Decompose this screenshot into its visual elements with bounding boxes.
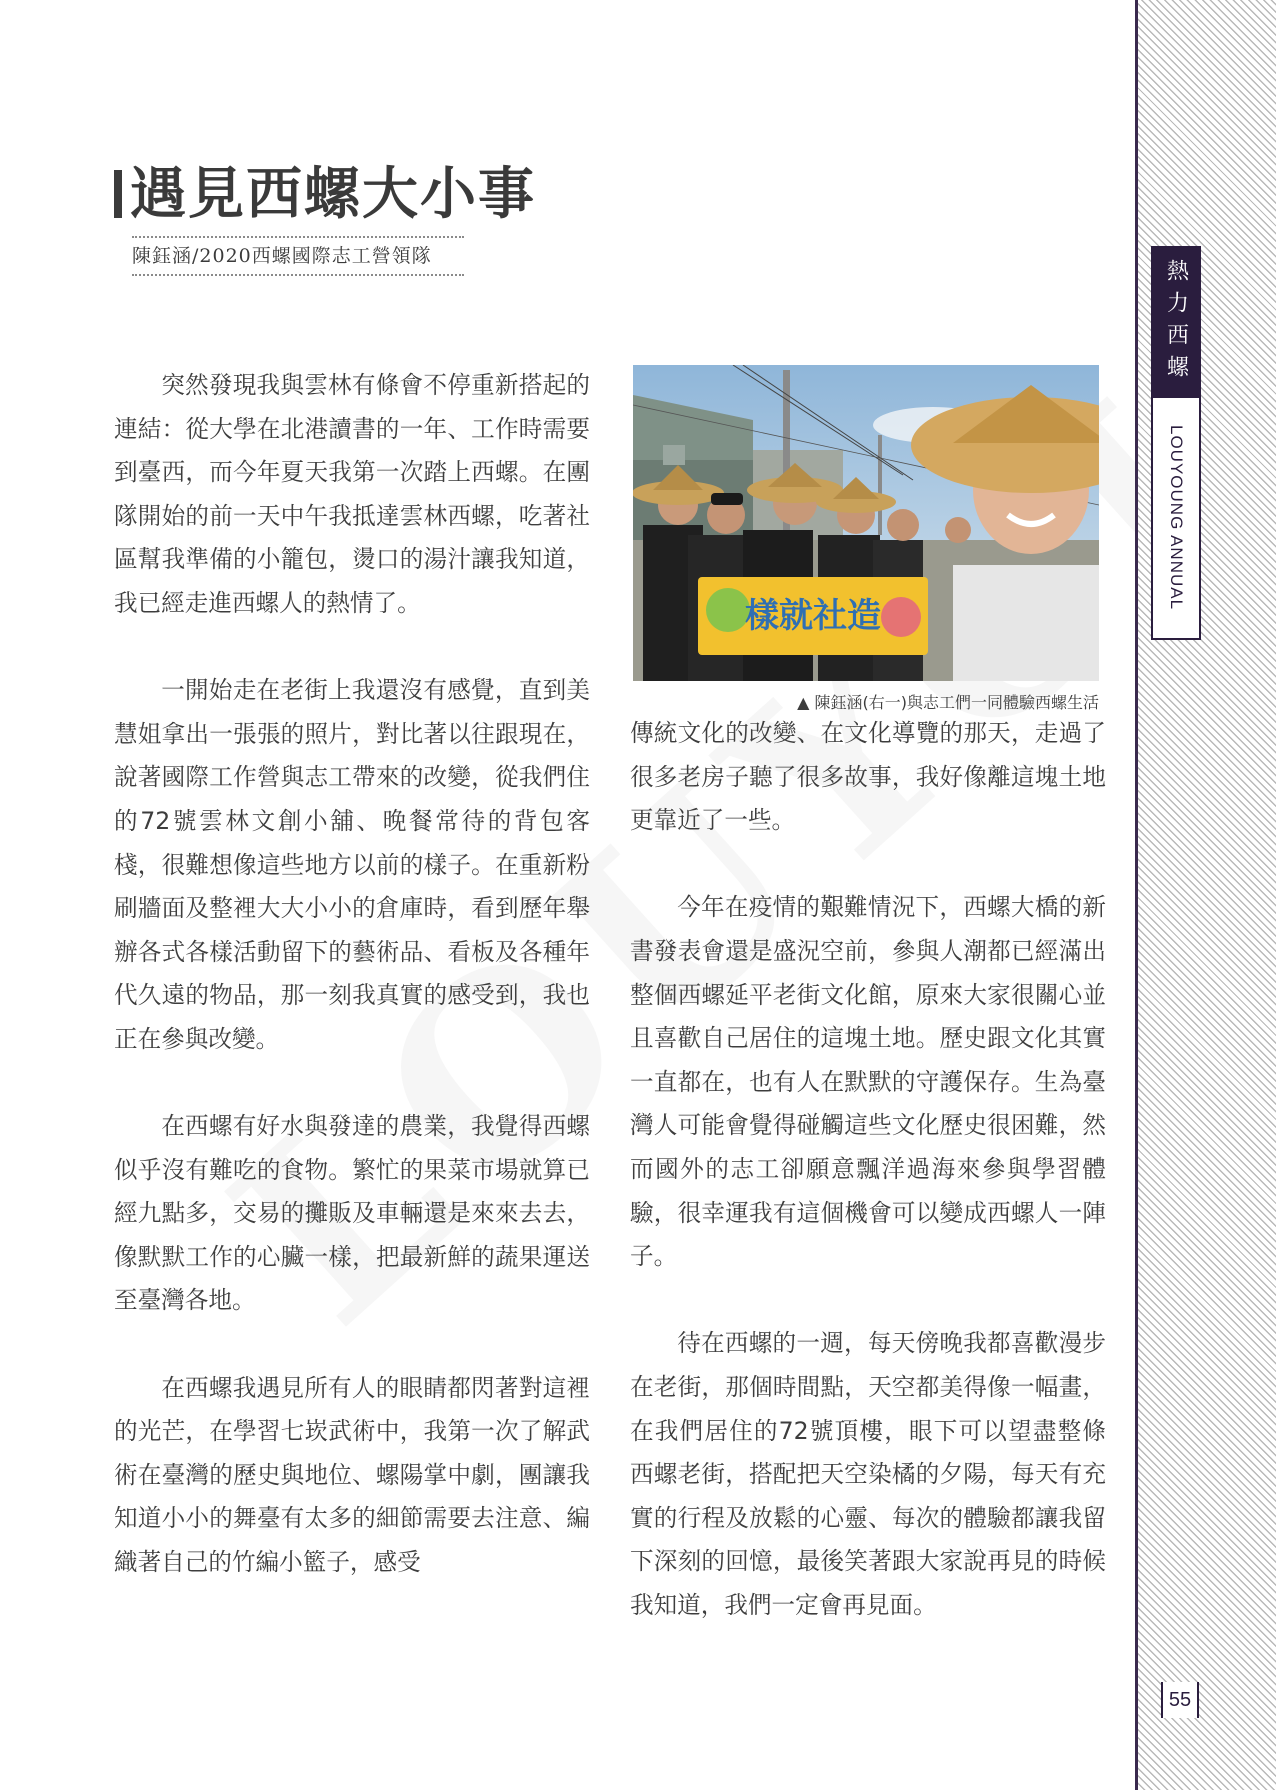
article-byline: 陳鈺涵/2020西螺國際志工營領隊 [132, 236, 464, 276]
side-section-label [1151, 246, 1201, 640]
paragraph: 突然發現我與雲林有條會不停重新搭起的連結：從大學在北港讀書的一年、工作時需要到臺西，而今年夏天我第一次踏上西螺。在團隊開始的前一天中午我抵達雲林西螺，吃著社區幫我準備的小籠包，燙口的湯汁讓我知道，我已經走進西螺人的熱情了。 [114, 371, 590, 617]
paragraph: 今年在疫情的艱難情況下，西螺大橋的新書發表會還是盛況空前，參與人潮都已經滿出整個西螺延平老街文化館，原來大家很關心並且喜歡自己居住的這塊土地。歷史跟文化其實一直都在，也有人在默默的守護保存。生為臺灣人可能會覺得碰觸這些文化歷史很困難，然而國外的志工卻願意飄洋過海來參與學習體驗，很幸運我有這個機會可以變成西螺人一陣子。 [630, 893, 1106, 1271]
paragraph: 在西螺我遇見所有人的眼睛都閃著對這裡的光芒，在學習七崁武術中，我第一次了解武術在臺灣的歷史與地位、螺陽掌中劇，團讓我知道小小的舞臺有太多的細節需要去注意、編織著自己的竹編小籃子，感受 [114, 1373, 590, 1577]
title-accent-bar [114, 170, 122, 218]
right-column [630, 712, 1106, 1671]
paragraph: 在西螺有好水與發達的農業，我覺得西螺似乎沒有難吃的食物。繁忙的果菜市場就算已經九點多，交易的攤販及車輛還是來來去去，像默默工作的心臟一樣，把最新鮮的蔬果運送至臺灣各地。 [114, 1112, 590, 1315]
page-number: 55 [1161, 1682, 1199, 1718]
volunteers-photo [633, 365, 1099, 681]
publication-name: LOUYOUNG ANNUAL [1167, 425, 1186, 611]
paragraph: 待在西螺的一週，每天傍晚我都喜歡漫步在老街，那個時間點，天空都美得像一幅畫，在我們居住的72號頂樓，眼下可以望盡整條西螺老街，搭配把天空染橘的夕陽，每天有充實的行程及放鬆的心靈、每次的體驗都讓我留下深刻的回憶，最後笑著跟大家說再見的時候我知道，我們一定會再見面。 [630, 1329, 1106, 1619]
section-label-text: 熱力西螺 [1153, 248, 1199, 398]
paragraph: 傳統文化的改變、在文化導覽的那天，走過了很多老房子聽了很多故事，我好像離這塊土地更靠近了一些。 [630, 719, 1106, 835]
paragraph: 一開始走在老街上我還沒有感覺，直到美慧姐拿出一張張的照片，對比著以往跟現在，說著國際工作營與志工帶來的改變，從我們住的72號雲林文創小舖、晚餐常待的背包客棧，很難想像這些地方以前的樣子。在重新粉刷牆面及整裡大大小小的倉庫時，看到歷年舉辦各式各樣活動留下的藝術品、看板及各種年代久遠的物品，那一刻我真實的感受到，我也正在參與改變。 [114, 676, 590, 1053]
banner-text: 樣就社造 [745, 596, 881, 636]
left-column [114, 364, 590, 1628]
photo-caption: ▲ 陳鈺涵(右一)與志工們一同體驗西螺生活 [797, 693, 1099, 712]
article-title: 遇見西螺大小事 [130, 161, 536, 227]
